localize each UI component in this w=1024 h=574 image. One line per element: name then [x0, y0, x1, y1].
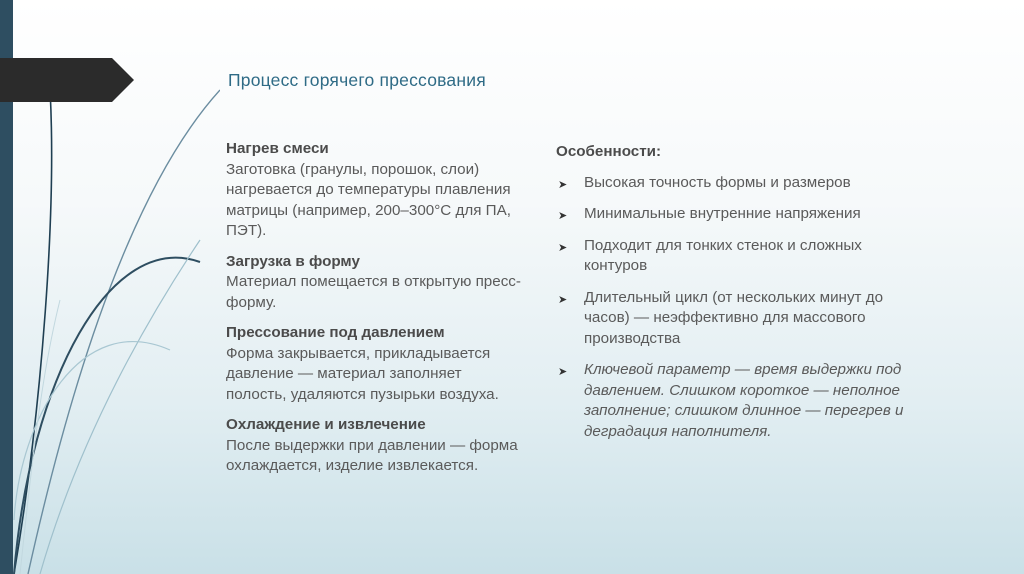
arrow-bullet-icon: ➤: [558, 366, 568, 378]
step-body: Материал помещается в открытую пресс-форму.: [226, 273, 521, 311]
arrow-bullet-icon: ➤: [558, 210, 568, 222]
step-cooling: [226, 415, 526, 477]
list-item: ➤ Высокая точность формы и размеров: [556, 173, 916, 194]
step-heating: [226, 139, 526, 242]
list-item: ➤ Минимальные внутренние напряжения: [556, 204, 916, 225]
step-loading: [226, 252, 526, 314]
step-pressing: [226, 323, 526, 405]
step-heading: Охлаждение и извлечение: [226, 416, 426, 433]
slide-title: Процесс горячего прессования: [228, 70, 486, 90]
arrow-bullet-icon: ➤: [558, 293, 568, 306]
title-tab-shape: [0, 58, 134, 102]
arrow-bullet-icon: ➤: [558, 241, 568, 254]
list-item: ➤ Подходит для тонких стенок и сложных контуров: [558, 236, 862, 274]
step-body: После выдержки при давлении — форма охлаждается, изделие извлекается.: [226, 436, 518, 474]
list-item: ➤ Ключевой параметр — время выдержки под давлением. Слишком короткое — неполное заполнение; слишком длинное — перегрев и деградация наполнителя.: [558, 361, 904, 440]
features-list: [556, 142, 916, 453]
step-heading: Прессование под давлением: [226, 324, 445, 341]
step-body: Заготовка (гранулы, порошок, слои) нагревается до температуры плавления матрицы (например, 200–300°C для ПА, ПЭТ).: [226, 160, 511, 239]
step-body: Форма закрывается, прикладывается давление — материал заполняет полость, удаляются пузырьки воздуха.: [226, 344, 499, 403]
step-heading: Загрузка в форму: [226, 252, 360, 270]
arrow-bullet-icon: ➤: [558, 178, 568, 191]
process-steps: [226, 139, 526, 487]
list-item: ➤ Длительный цикл (от нескольких минут до часов) — неэффективно для массового производства: [558, 288, 884, 347]
features-heading: Особенности:: [556, 143, 662, 160]
step-heading: Нагрев смеси: [226, 140, 329, 157]
